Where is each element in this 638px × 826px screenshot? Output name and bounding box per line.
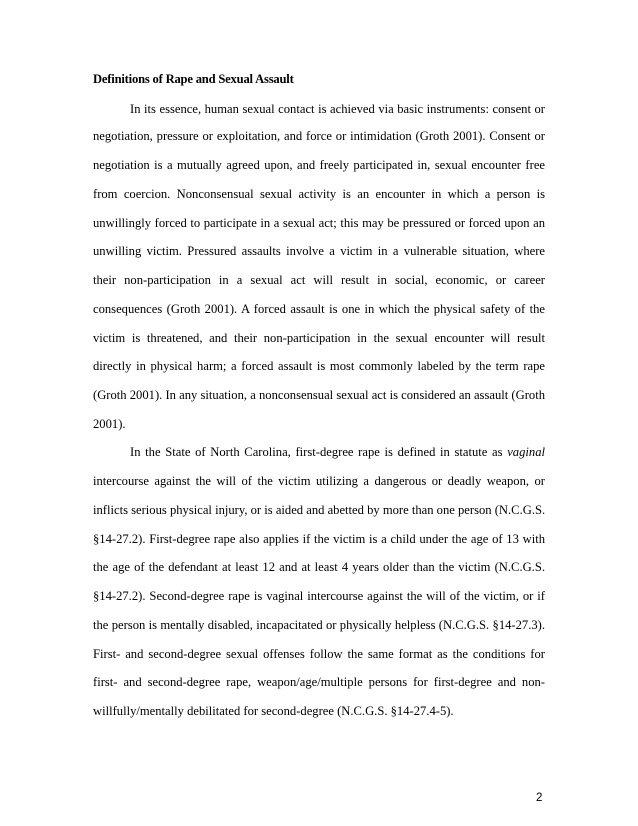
- paragraph-2-line: intercourse against the will of the victim utilizing a dangerous or deadly weapon, or: [93, 474, 545, 488]
- paragraph-1-line: negotiation, pressure or exploitation, and force or intimidation (Groth 2001). Consent or: [93, 129, 545, 143]
- paragraph-2-line: willfully/mentally debilitated for second-degree (N.C.G.S. §14-27.4-5).: [93, 704, 454, 718]
- paragraph-1-line: 2001).: [93, 417, 126, 431]
- page-number: 2: [536, 792, 543, 804]
- paragraph-2-italic-term: vaginal: [507, 445, 545, 459]
- paragraph-2-first-line: [130, 444, 545, 460]
- paragraph-2-line: First- and second-degree sexual offenses follow the same format as the conditions for: [93, 647, 545, 661]
- paragraph-1-line: In its essence, human sexual contact is achieved via basic instruments: consent or: [130, 102, 545, 116]
- paragraph-1-line: their non-participation in a sexual act will result in social, economic, or career: [93, 273, 545, 287]
- paragraph-1-line: victim is threatened, and their non-participation in the sexual encounter will result: [93, 331, 545, 345]
- paragraph-2-line: §14-27.2). First-degree rape also applies if the victim is a child under the age of 13 with: [93, 532, 545, 546]
- paragraph-2-line: first- and second-degree rape, weapon/age/multiple persons for first-degree and non-: [93, 675, 545, 689]
- paragraph-2-line: §14-27.2). Second-degree rape is vaginal intercourse against the will of the victim, or if: [93, 589, 545, 603]
- paragraph-2-line: the age of the defendant at least 12 and at least 4 years older than the victim (N.C.G.S.: [93, 560, 545, 574]
- paragraph-1-line: (Groth 2001). In any situation, a nonconsensual sexual act is considered an assault (Groth: [93, 388, 545, 402]
- paragraph-2-line: inflicts serious physical injury, or is aided and abetted by more than one person (N.C.G.S.: [93, 503, 546, 517]
- paragraph-1-line: unwillingly forced to participate in a sexual act; this may be pressured or forced upon an: [93, 216, 545, 230]
- paragraph-2-line: the person is mentally disabled, incapacitated or physically helpless (N.C.G.S. §14-27.3).: [93, 618, 545, 632]
- paragraph-1-line: consequences (Groth 2001). A forced assault is one in which the physical safety of the: [93, 302, 545, 316]
- paragraph-1-line: from coercion. Nonconsensual sexual activity is an encounter in which a person is: [93, 187, 545, 201]
- paragraph-1-line: directly in physical harm; a forced assault is most commonly labeled by the term rape: [93, 359, 545, 373]
- section-heading: Definitions of Rape and Sexual Assault: [93, 72, 294, 86]
- paragraph-2-text: In the State of North Carolina, first-degree rape is defined in statute as: [130, 445, 508, 459]
- paragraph-1-line: negotiation is a mutually agreed upon, and freely participated in, sexual encounter free: [93, 158, 545, 172]
- paragraph-1-line: unwilling victim. Pressured assaults involve a victim in a vulnerable situation, where: [93, 244, 545, 258]
